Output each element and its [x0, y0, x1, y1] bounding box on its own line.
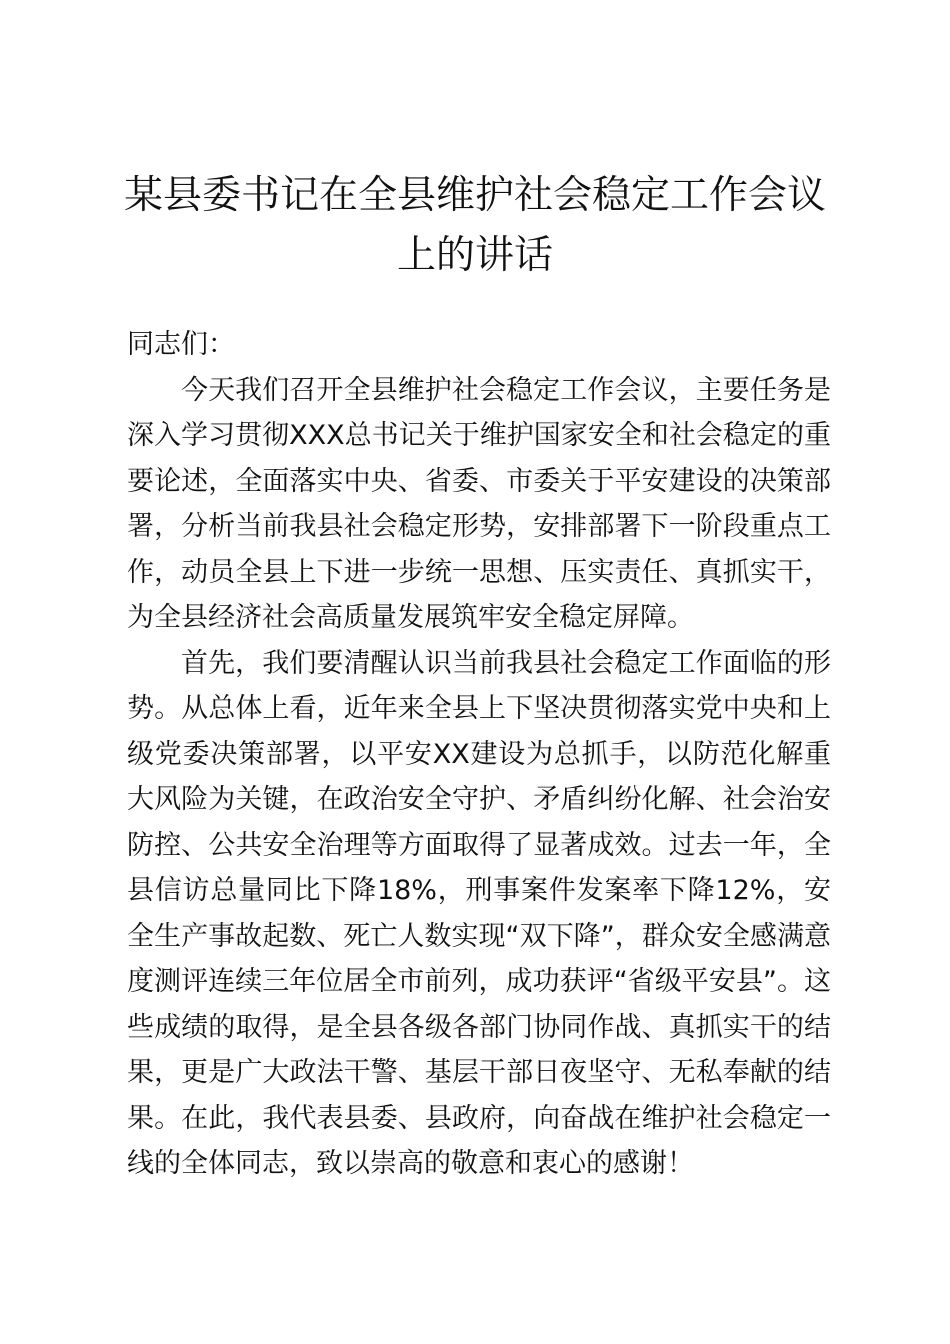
paragraph-situation: 首先，我们要清醒认识当前我县社会稳定工作面临的形势。从总体上看，近年来全县上下坚决贯彻落实党中央和上级党委决策部署，以平安XX建设为总抓手，以防范化解重大风险为关键，在政治安全守护、矛盾纠纷化解、社会治安防控、公共安全治理等方面取得了显著成效。过去一年，全县信访总量同比下降18%，刑事案件发案率下降12%，安全生产事故起数、死亡人数实现“双下降”，群众安全感满意度测评连续三年位居全市前列，成功获评“省级平安县”。这些成绩的取得，是全县各级各部门协同作战、真抓实干的结果，更是广大政法干警、基层干部日夜坚守、无私奉献的结果。在此，我代表县委、县政府，向奋战在维护社会稳定一线的全体同志，致以崇高的敬意和衷心的感谢！ [127, 647, 831, 1179]
paragraph-opening: 今天我们召开全县维护社会稳定工作会议，主要任务是深入学习贯彻XXX总书记关于维护国家安全和社会稳定的重要论述，全面落实中央、省委、市委关于平安建设的决策部署，分析当前我县社会稳定形势，安排部署下一阶段重点工作，动员全县上下进一步统一思想、压实责任、真抓实干，为全县经济社会高质量发展筑牢安全稳定屏障。 [127, 374, 831, 633]
document-title: 某县委书记在全县维护社会稳定工作会议上的讲话 [123, 173, 826, 278]
document-body [127, 322, 831, 1187]
salutation: 同志们： [127, 329, 235, 360]
